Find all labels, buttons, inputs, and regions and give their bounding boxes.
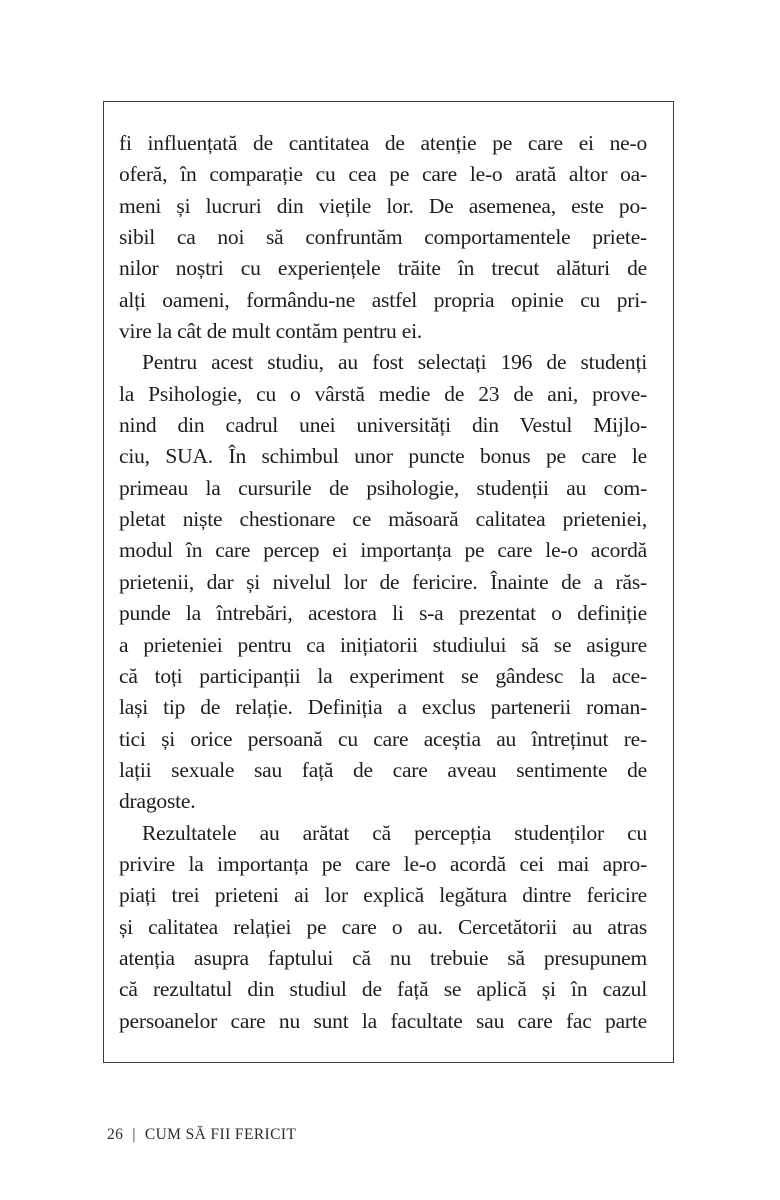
footer-divider: |	[132, 1126, 136, 1143]
text-line: Pentru acest studiu, au fost selectați 196 de studenți	[142, 350, 647, 375]
text-line: dragoste.	[119, 789, 196, 814]
page-footer	[107, 1124, 296, 1146]
text-line: punde la întrebări, acestora li s-a prezentat o definiție	[119, 601, 647, 626]
text-line: fi influențată de cantitatea de atenție pe care ei ne-o	[119, 131, 647, 155]
text-line: sibil ca noi să confruntăm comportamentele priete-	[119, 225, 647, 250]
text-line: lații sexuale sau față de care aveau sentimente de	[119, 757, 647, 782]
text-line: ciu, SUA. În schimbul unor puncte bonus pe care le	[119, 444, 647, 469]
body-text	[119, 128, 647, 1037]
text-line: și calitatea relației pe care o au. Cercetătorii au atras	[119, 914, 647, 939]
text-line: nind din cadrul unei universități din Vestul Mijlo-	[119, 413, 647, 438]
text-line: tici și orice persoană cu care aceștia au întreținut re-	[119, 726, 647, 751]
paragraph	[119, 128, 647, 347]
text-line: lași tip de relație. Definiția a exclus partenerii roman-	[119, 695, 647, 720]
text-line: la Psihologie, cu o vârstă medie de 23 de ani, prove-	[119, 381, 647, 406]
text-line: Rezultatele au arătat că percepția studenților cu	[142, 820, 647, 845]
text-line: privire la importanța pe care le-o acordă cei mai apro-	[119, 851, 647, 876]
text-line: oferă, în comparație cu cea pe care le-o arată altor oa-	[119, 162, 647, 187]
text-line: meni și lucruri din viețile lor. De asemenea, este po-	[119, 193, 647, 218]
text-line: a prieteniei pentru ca inițiatorii studiului să se asigure	[119, 632, 647, 657]
text-line: nilor noștri cu experiențele trăite în trecut alături de	[119, 256, 647, 281]
text-line: vire la cât de mult contăm pentru ei.	[119, 319, 423, 344]
text-line: prietenii, dar și nivelul lor de fericire. Înainte de a răs-	[119, 569, 647, 594]
page-frame	[103, 101, 674, 1063]
paragraph	[119, 818, 647, 1037]
text-line: pletat niște chestionare ce măsoară calitatea prieteniei,	[119, 507, 647, 532]
book-title: CUM SĂ FII FERICIT	[144, 1126, 297, 1143]
text-line: atenția asupra faptului că nu trebuie să presupunem	[119, 945, 647, 970]
text-line: că rezultatul din studiul de față se aplică și în cazul	[119, 977, 647, 1002]
text-line: că toți participanții la experiment se gândesc la ace-	[119, 663, 647, 688]
text-line: primeau la cursurile de psihologie, studenții au com-	[119, 475, 647, 500]
text-line: modul în care percep ei importanța pe care le-o acordă	[119, 538, 647, 563]
text-line: piați trei prieteni ai lor explică legătura dintre fericire	[119, 883, 647, 908]
text-line: persoanelor care nu sunt la facultate sau care fac parte	[119, 1008, 647, 1033]
paragraph	[119, 347, 647, 817]
text-line: alți oameni, formându-ne astfel propria opinie cu pri-	[119, 287, 647, 312]
page-number: 26	[107, 1126, 124, 1143]
